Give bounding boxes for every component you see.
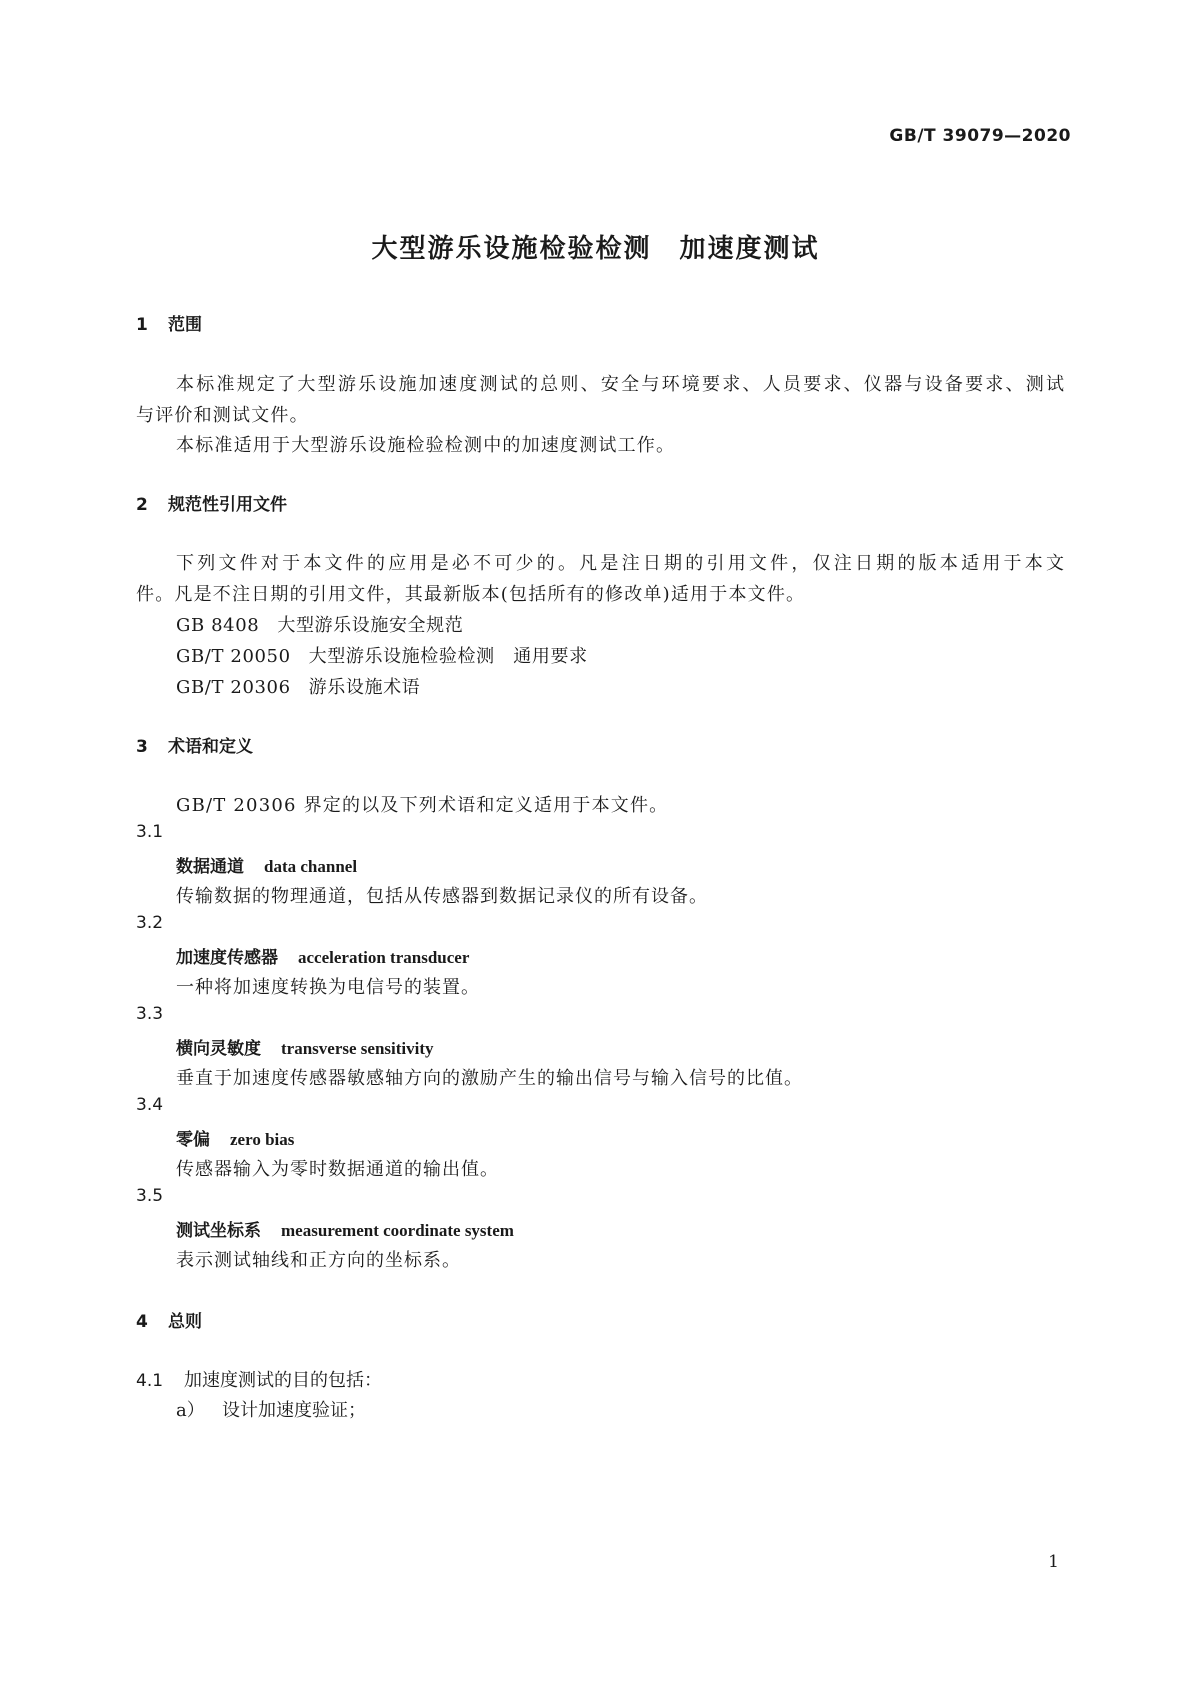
term-definition: 传感器输入为零时数据通道的输出值。 — [176, 1159, 499, 1180]
section-heading-scope — [136, 310, 202, 335]
term-definition: 一种将加速度转换为电信号的装置。 — [176, 977, 480, 998]
scope-paragraph-2: 本标准适用于大型游乐设施检验检测中的加速度测试工作。 — [176, 435, 676, 456]
section-title: 总则 — [168, 1312, 202, 1332]
normative-intro-line-2: 件。凡是不注日期的引用文件，其最新版本(包括所有的修改单)适用于本文件。 — [136, 584, 806, 605]
term-heading — [176, 1125, 294, 1150]
section-title: 范围 — [168, 315, 202, 335]
reference-title: 游乐设施术语 — [308, 677, 421, 698]
section-number: 2 — [136, 495, 148, 515]
reference-code: GB/T 20050 — [176, 646, 291, 667]
document-title: 大型游乐设施检验检测 加速度测试 — [371, 234, 820, 264]
clause-number: 4.1 — [136, 1371, 164, 1391]
term-heading — [176, 1034, 434, 1059]
list-item — [176, 1396, 366, 1422]
term-heading — [176, 943, 469, 968]
reference-title: 大型游乐设施安全规范 — [277, 615, 464, 636]
standard-code: GB/T 39079—2020 — [889, 126, 1071, 146]
clause-4-1 — [136, 1366, 382, 1392]
term-english: acceleration transducer — [298, 948, 470, 967]
term-heading — [176, 1216, 514, 1241]
term-number: 3.2 — [136, 913, 164, 933]
term-english: data channel — [264, 857, 358, 876]
term-english: transverse sensitivity — [281, 1039, 434, 1058]
scope-paragraph-line-2: 与评价和测试文件。 — [136, 405, 309, 426]
reference-item — [176, 611, 463, 637]
list-item-label: a） — [176, 1400, 205, 1421]
term-heading — [176, 852, 357, 877]
term-number: 3.5 — [136, 1186, 164, 1206]
section-heading-normative-references — [136, 490, 287, 515]
reference-title: 大型游乐设施检验检测 通用要求 — [308, 646, 588, 667]
term-number: 3.4 — [136, 1095, 164, 1115]
section-heading-general — [136, 1307, 202, 1332]
term-chinese: 零偏 — [176, 1130, 210, 1150]
reference-item — [176, 642, 588, 668]
term-number: 3.3 — [136, 1004, 164, 1024]
page-number: 1 — [1048, 1552, 1059, 1572]
term-chinese: 横向灵敏度 — [176, 1039, 261, 1059]
list-item-text: 设计加速度验证； — [222, 1400, 366, 1421]
terms-intro: GB/T 20306 界定的以及下列术语和定义适用于本文件。 — [176, 795, 669, 816]
section-title: 规范性引用文件 — [168, 495, 287, 515]
section-number: 4 — [136, 1312, 148, 1332]
scope-paragraph-line-1: 本标准规定了大型游乐设施加速度测试的总则、安全与环境要求、人员要求、仪器与设备要求、测试 — [176, 374, 1064, 395]
reference-code: GB/T 20306 — [176, 677, 291, 698]
term-chinese: 加速度传感器 — [176, 948, 278, 968]
section-number: 3 — [136, 737, 148, 757]
clause-text: 加速度测试的目的包括： — [184, 1370, 382, 1391]
term-number: 3.1 — [136, 822, 164, 842]
section-title: 术语和定义 — [168, 737, 253, 757]
term-english: zero bias — [230, 1130, 295, 1149]
reference-item — [176, 673, 420, 699]
term-definition: 传输数据的物理通道，包括从传感器到数据记录仪的所有设备。 — [176, 886, 708, 907]
term-chinese: 数据通道 — [176, 857, 244, 877]
term-definition: 垂直于加速度传感器敏感轴方向的激励产生的输出信号与输入信号的比值。 — [176, 1068, 803, 1089]
term-english: measurement coordinate system — [281, 1221, 514, 1240]
section-heading-terms — [136, 732, 253, 757]
reference-code: GB 8408 — [176, 615, 260, 636]
term-chinese: 测试坐标系 — [176, 1221, 261, 1241]
normative-intro-line-1: 下列文件对于本文件的应用是必不可少的。凡是注日期的引用文件，仅注日期的版本适用于本文 — [176, 553, 1064, 574]
term-definition: 表示测试轴线和正方向的坐标系。 — [176, 1250, 461, 1271]
section-number: 1 — [136, 315, 148, 335]
